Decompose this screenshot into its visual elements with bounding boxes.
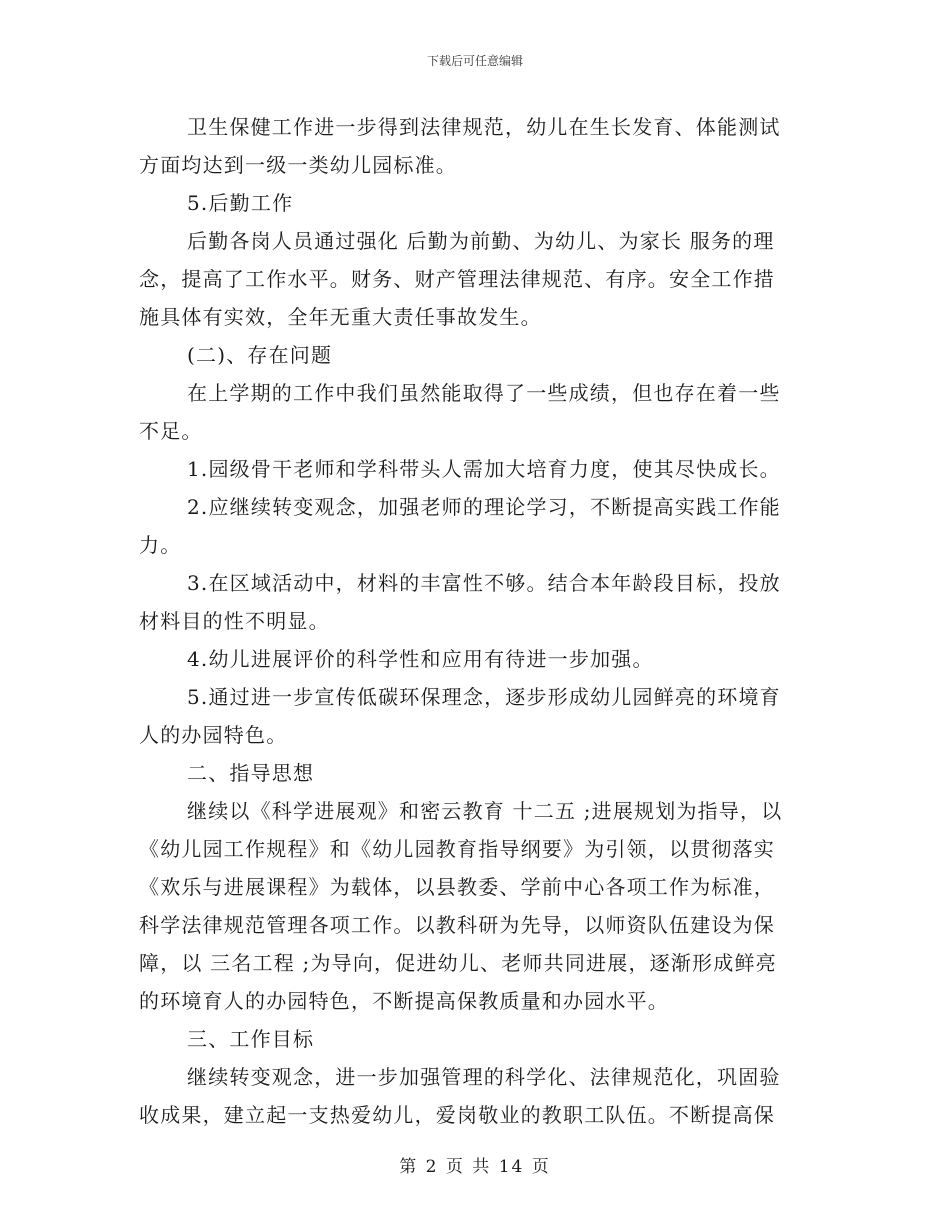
text-line: 5.后勤工作: [187, 191, 294, 215]
text-line: 的环境育人的办园特色，不断提高保教质量和办园水平。: [139, 989, 669, 1013]
text-line: 念，提高了工作水平。财务、财产管理法律规范、有序。安全工作措: [139, 267, 775, 291]
text-line: 科学法律规范管理各项工作。以教科研为先导，以师资队伍建设为保: [139, 913, 775, 937]
text-line: 材料目的性不明显。: [139, 609, 330, 633]
list-item: 3.在区域活动中，材料的丰富性不够。结合本年龄段目标，投放: [187, 571, 781, 595]
text-line: 施具体有实效，全年无重大责任事故发生。: [139, 305, 542, 329]
list-item: 1.园级骨干老师和学科带头人需加大培育力度，使其尽快成长。: [187, 457, 781, 481]
text-line: 不足。: [139, 419, 203, 443]
text-line: 人的办园特色。: [139, 723, 288, 747]
text-line: 障，以 三名工程 ;为导向，促进幼儿、老师共同进展，逐渐形成鲜亮: [139, 951, 777, 975]
text-line: 后勤各岗人员通过强化 后勤为前勤、为幼儿、为家长 服务的理: [187, 229, 775, 253]
section-heading: 三、工作目标: [187, 1027, 315, 1051]
text-line: 力。: [139, 533, 182, 557]
document-body: [139, 108, 809, 1134]
page-number-footer: 第 2 页 共 14 页: [399, 1157, 551, 1177]
section-heading: 二、指导思想: [187, 761, 315, 785]
list-item: 5.通过进一步宣传低碳环保理念，逐步形成幼儿园鲜亮的环境育: [187, 685, 781, 709]
text-line: 卫生保健工作进一步得到法律规范，幼儿在生长发育、体能测试: [187, 115, 781, 139]
text-line: 在上学期的工作中我们虽然能取得了一些成绩，但也存在着一些: [187, 381, 781, 405]
text-line: 《欢乐与进展课程》为载体，以县教委、学前中心各项工作为标准，: [139, 875, 775, 899]
text-line: 方面均达到一级一类幼儿园标准。: [139, 153, 457, 177]
text-line: 继续以《科学进展观》和密云教育 十二五 ;进展规划为指导，以: [187, 799, 783, 823]
list-item: 2.应继续转变观念，加强老师的理论学习，不断提高实践工作能: [187, 495, 781, 519]
text-line: 收成果，建立起一支热爱幼儿，爱岗敬业的教职工队伍。不断提高保: [139, 1103, 775, 1127]
text-line: 《幼儿园工作规程》和《幼儿园教育指导纲要》为引领，以贯彻落实: [139, 837, 775, 861]
section-heading: (二)、存在问题: [187, 343, 333, 367]
page-header: 下载后可任意编辑: [426, 54, 523, 68]
text-line: 继续转变观念，进一步加强管理的科学化、法律规范化，巩固验: [187, 1065, 781, 1089]
list-item: 4.幼儿进展评价的科学性和应用有待进一步加强。: [187, 647, 654, 671]
